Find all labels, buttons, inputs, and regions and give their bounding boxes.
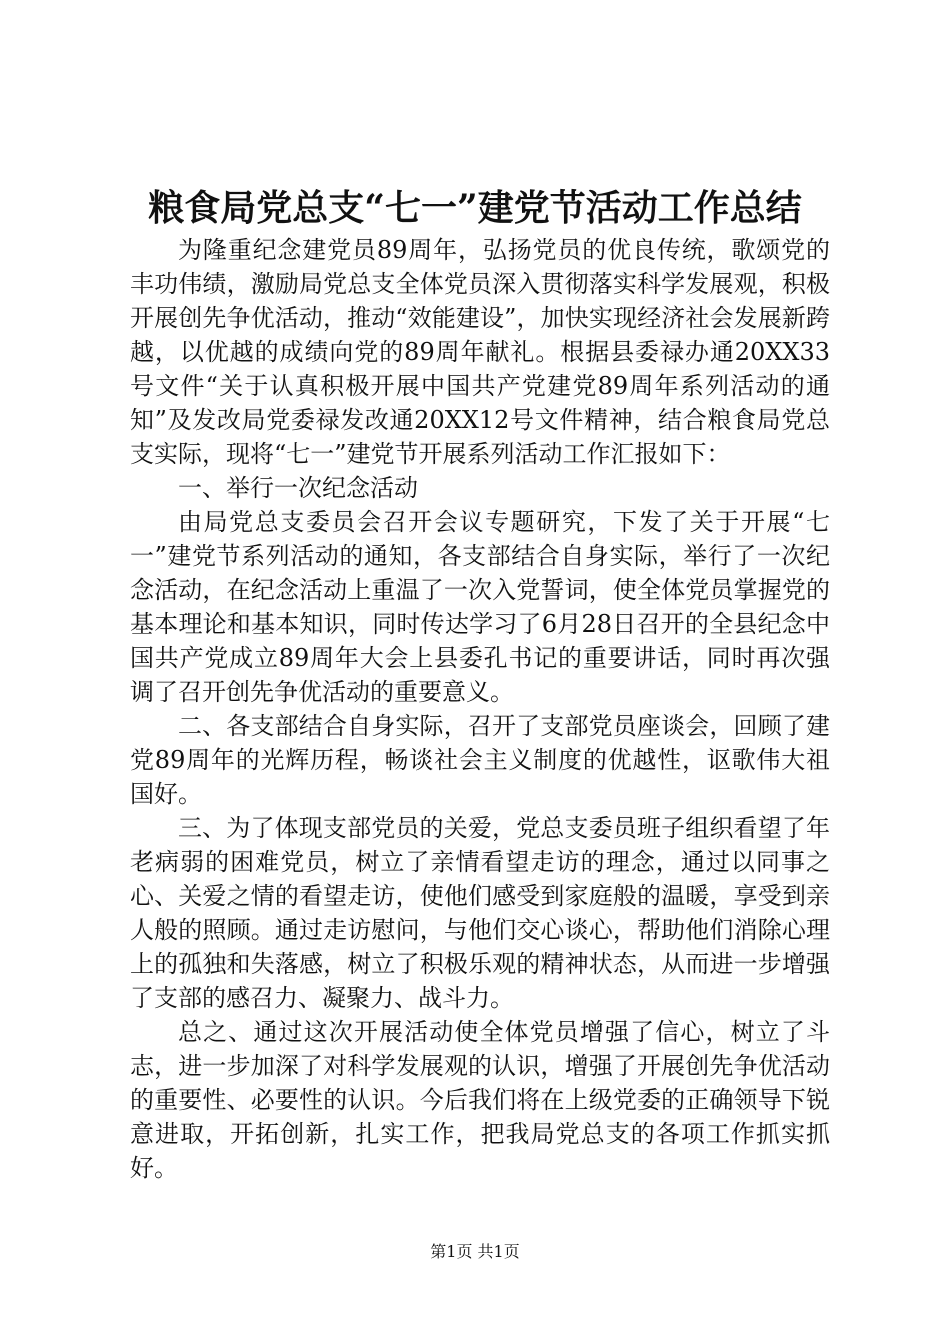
paragraph-section-2: 二、各支部结合自身实际，召开了支部党员座谈会，回顾了建党89周年的光辉历程，畅谈社会主义制度的优越性，讴歌伟大祖国好。 <box>130 712 830 808</box>
page-number-footer: 第1页 共1页 <box>430 1242 520 1261</box>
paragraph-section-1-body: 由局党总支委员会召开会议专题研究，下发了关于开展“七一”建党节系列活动的通知，各支部结合自身实际，举行了一次纪念活动，在纪念活动上重温了一次入党誓词，使全体党员掌握党的基本理论和基本知识，同时传达学习了6月28日召开的全县纪念中国共产党成立89周年大会上县委孔书记的重要讲话，同时再次强调了召开创先争优活动的重要意义。 <box>130 508 830 706</box>
document-title: 粮食局党总支“七一”建党节活动工作总结 <box>148 187 802 229</box>
paragraph-intro: 为隆重纪念建党员89周年，弘扬党员的优良传统，歌颂党的丰功伟绩，激励局党总支全体党员深入贯彻落实科学发展观，积极开展创先争优活动，推动“效能建设”，加快实现经济社会发展新跨越，以优越的成绩向党的89周年献礼。根据县委禄办通20XX33号文件“关于认真积极开展中国共产党建党89周年系列活动的通知”及发改局党委禄发改通20XX12号文件精神，结合粮食局党总支实际，现将“七一”建党节开展系列活动工作汇报如下： <box>130 236 830 468</box>
paragraph-section-1-heading: 一、举行一次纪念活动 <box>178 474 418 502</box>
document-body <box>130 233 830 1185</box>
paragraph-conclusion: 总之、通过这次开展活动使全体党员增强了信心，树立了斗志，进一步加深了对科学发展观的认识，增强了开展创先争优活动的重要性、必要性的认识。今后我们将在上级党委的正确领导下锐意进取，开拓创新，扎实工作，把我局党总支的各项工作抓实抓好。 <box>130 1018 830 1182</box>
paragraph-section-3: 三、为了体现支部党员的关爱，党总支委员班子组织看望了年老病弱的困难党员，树立了亲情看望走访的理念，通过以同事之心、关爱之情的看望走访，使他们感受到家庭般的温暖，享受到亲人般的照顾。通过走访慰问，与他们交心谈心，帮助他们消除心理上的孤独和失落感，树立了积极乐观的精神状态，从而进一步增强了支部的感召力、凝聚力、战斗力。 <box>130 814 830 1012</box>
